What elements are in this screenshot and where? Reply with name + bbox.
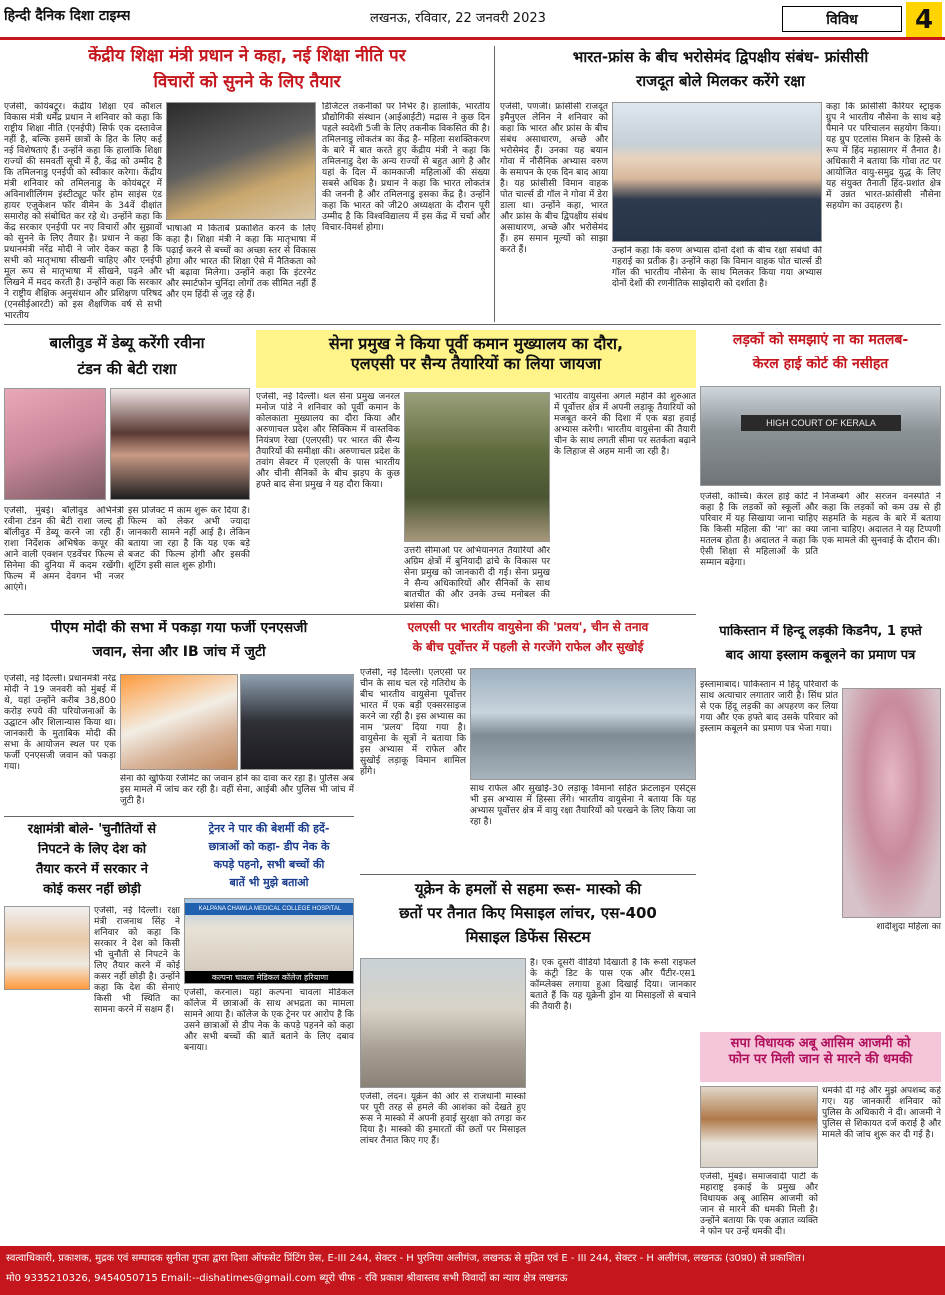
headline-france-1: भारत-फ्रांस के बीच भरोसेमंद द्विपक्षीय संबंध- फ्रांसीसी: [572, 48, 869, 66]
headline-rajnath-1: रक्षामंत्री बोले- 'चुनौतियों से: [27, 822, 157, 837]
headline-france-2: राजदूत बोले मिलकर करेंगे रक्षा: [636, 72, 805, 90]
section-divider: [360, 874, 696, 875]
article-body: साथ राफेल और सुखोई-30 लड़ाकू विमानों सहित फ्रंटलाइन एसेट्स भी इस अभ्यास में हिस्सा लेंगे। भारतीय वायुसेना ने बताया कि यह अभ्यास पूर्वोत्तर क्षेत्र में वायु रक्षा तैयारियों को परखने के लिए किया जा रहा है।: [470, 784, 696, 827]
headline-army-2: एलएसी पर सैन्य तैयारियों का लिया जायजा: [350, 354, 602, 373]
headline-raasha-1: बालीवुड में डेब्यू करेंगी रवीना: [49, 334, 205, 352]
headline-rajnath-2: निपटने के लिए देश को: [37, 842, 147, 857]
high-court-photo: [700, 386, 941, 486]
headline-army-1: सेना प्रमुख ने किया पूर्वी कमान मुख्यालय का दौरा,: [328, 334, 624, 353]
college-sign: KALPANA CHAWLA MEDICAL COLLEGE HOSPITAL: [185, 903, 354, 915]
article-raasha: [4, 330, 250, 612]
article-body: भाषाओं में किताबें प्रकाशित करने के लिए कहा है। शिक्षा मंत्री ने कहा कि मातृभाषा में पढ़ाई करने से बच्चों का अच्छा स्तर से विकास होगा और भारत की शिक्षा ऐसे में नैतिकता को भी बढ़ावा मिलेगा। उन्होंने कहा कि इंटरनेट और स्मार्टफोन चुनिंदा लोगों तक सीमित नहीं हैं और एम हिंदी से जुड़ रहे हैं।: [166, 224, 316, 300]
newspaper-name: हिन्दी दैनिक दिशा टाइम्स: [4, 8, 131, 24]
article-kerala: [700, 330, 941, 612]
article-body: एजेंसी, नई दिल्ली। थल सेना प्रमुख जनरल मनोज पांडे ने शनिवार को पूर्वी कमान के कोलकाता मुख्यालय का दौरा किया और अरुणाचल प्रदेश और सिक्किम में वास्तविक नियंत्रण रेखा (एलएसी) पर भारत की सैन्य तैयारियों की समीक्षा की। अरुणाचल प्रदेश के तवांग सेक्टर में एलएसी के पास भारतीय और चीनी सैनिकों के बीच झड़प के कुछ हफ्ते बाद सेना प्रमुख ने यह दौरा किया।: [256, 392, 400, 490]
headline-azmi-1: सपा विधायक अबू आसिम आजमी को: [730, 1036, 911, 1051]
section-divider: [4, 614, 696, 615]
headline-nsg-1: पीएम मोदी की सभा में पकड़ा गया फर्जी एनएसजी: [50, 620, 308, 636]
article-body: एजेंसी, कोच्चि। केरल हाई कोर्ट ने कहा है कि लड़कों को स्कूलों और परिवार में यह सिखाया जाना चाहिए कि किसी महिला की 'ना' का क्या मतलब होता है। अदालत ने कहा कि ऐसी शिक्षा से महिलाओं के प्रति सम्मान बढ़ेगा।: [700, 492, 818, 568]
article-rajnath: [4, 820, 180, 1242]
actress-photo-1: [4, 388, 106, 500]
column-divider: [494, 46, 495, 322]
article-body: इस प्रोजेक्ट में काम शुरू कर दिया है। फिल्म को लेकर अभी ज्यादा जानकारी सामने नहीं आई है। लेकिन बताया जा रहा है कि यह एक बड़े बजट की फिल्म होगी और इसकी शूटिंग इसी साल शुरू होगी।: [128, 506, 250, 571]
article-body: एजेंसी, पणजी। फ्रांसीसी राजदूत इमैनुएल लेनिन ने शनिवार को कहा कि भारत और फ्रांस के बीच संबंध असाधारण, अच्छे और भरोसेमंद हैं। उनका यह बयान गोवा में नौसैनिक अभ्यास वरुण के समापन के एक दिन बाद आया है। यह फ्रांसीसी विमान वाहक पोत चार्ल्स डी गॉल ने गोवा में डेरा डाला था। उन्होंने कहा, भारत और फ्रांस के बीच द्विपक्षीय संबंध असाधारण, अच्छे और भरोसेमंद हैं। हम समान मूल्यों को साझा करते हैं।: [500, 102, 608, 255]
article-body: है। एक दूसरी वीडियो दिखाती है कि रूसी राइफलें के कंट्री डिट के पास एक और पैंटीर-एस1 कॉम्प्लेक्स लगाया हुआ दिखाई दिया। जानकार बताते हैं कि यह यूक्रेनी ड्रोन या मिसाइलों से बचाने की तैयारी है।: [530, 958, 696, 1012]
article-russia: [360, 878, 696, 1242]
article-body: एजेंसी, नई दिल्ली। एलएसी पर चीन के साथ चल रहे गतिरोध के बीच भारतीय वायुसेना पूर्वोत्तर भारत में एक बड़ी एक्सरसाइज करने जा रही है। इस अभ्यास का नाम 'प्रलय' दिया गया है। वायुसेना के सूत्रों ने बताया कि इस अभ्यास में राफेल और सुखोई लड़ाकू विमान शामिल होंगे।: [360, 668, 466, 777]
article-body: निजम्बर्ग और सरजन वनस्पति ने कहा कि लड़कों को कम उम्र से ही सहमति के महत्व के बारे में बताया जाना चाहिए। अदालत ने यह टिप्पणी एक मामले की सुनवाई के दौरान की।: [822, 492, 941, 546]
article-train: [184, 820, 354, 1242]
azmi-photo: [700, 1086, 818, 1168]
headline-russia-2: छतों पर तैनात किए मिसाइल लांचर, एस-400: [399, 904, 657, 922]
headline-rajnath-4: कोई कसर नहीं छोड़ी: [43, 882, 141, 897]
woman-photo: [842, 688, 941, 918]
headline-train-3: कपड़े पहनो, सभी बच्चों की: [213, 858, 325, 871]
headline-russia-3: मिसाइल डिफेंस सिस्टम: [465, 928, 591, 946]
article-body: एजेंसी, लंदन। यूक्रेन की ओर से राजधानी मास्को पर पूरी तरह से हमले की आशंका को देखते हुए रूस ने मास्को में अपनी हवाई सुरक्षा को तगड़ा कर दिया है। मास्को की इमारतों की छतों पर मिसाइल लांचर तैनात किए गए हैं।: [360, 1092, 526, 1146]
contact-line: मो0 9335210326, 9454050715 Email:--dishatimes@gmail.com ब्यूरो चीफ - रवि प्रकाश श्रीवास्तव सभी विवादों का न्याय क्षेत्र लखनऊ: [6, 1273, 568, 1284]
army-chief-photo: [404, 392, 550, 542]
article-body: सेना की खुफिया रेजीमेंट का जवान होने का दावा कर रहा है। पुलिस अब इस मामले में जांच कर रही है। वहीं सेना, आईबी और पुलिस भी जांच में जुटी है।: [120, 774, 354, 806]
college-photo: [184, 898, 354, 984]
rajnath-photo: [4, 906, 90, 990]
headline-army: [256, 330, 696, 388]
photo-caption: शादीशुदा महिला का: [876, 922, 941, 932]
article-france: [500, 46, 941, 322]
headline-train-4: बातें भी मुझे बताओ: [229, 876, 309, 889]
headline-raasha-2: टंडन की बेटी राशा: [77, 360, 177, 378]
headline-pakistan-2: बाद आया इस्लाम कबूलने का प्रमाण पत्र: [725, 648, 916, 663]
article-fake-nsg: [4, 618, 354, 814]
article-body: एजेंसी, कोयंबटूर। केंद्रीय शिक्षा एवं कौशल विकास मंत्री धर्मेंद्र प्रधान ने शनिवार को कहा कि राष्ट्रीय शिक्षा नीति (एनईपी) सिर्फ एक दस्तावेज नहीं है, बल्कि इसमें छात्रों के हित के लिए कई नई विशेषताएं हैं। उन्होंने कहा कि हालांकि शिक्षा राज्यों की समवर्ती सूची में है, केंद्र को उम्मीद है कि तमिलनाडु एनईपी को स्वीकार करेगा। केंद्रीय मंत्री शनिवार को तमिलनाडु के कोयंबटूर में अविनाशीलिंगम इंस्टीट्यूट फॉर होम साइंस एंड हायर एजुकेशन फॉर वीमेन के 34वें दीक्षांत समारोह को संबोधित कर रहे थे। उन्होंने कहा कि केंद्र सरकार एनईपी पर नए विचारों और सुझावों को सुनने के लिए तैयार है। प्रधान ने कहा कि प्रधानमंत्री नरेंद्र मोदी ने जोर देकर कहा है कि सभी को मातृभाषा सीखनी चाहिए और एनईपी मूल रूप से मातृभाषा में सीखने, पढ़ने और लिखने में मदद करती है। उन्होंने कहा कि सरकार ने राष्ट्रीय शैक्षिक अनुसंधान और प्रशिक्षण परिषद (एनसीईआरटी) को इस शैक्षणिक वर्ष से सभी भारतीय: [4, 102, 162, 320]
article-body: कहा कि फ्रांसीसी कैरियर स्ट्राइक ग्रुप ने भारतीय नौसेना के साथ बड़े पैमाने पर परिचालन सहयोग किया। यह ग्रुप एटलांस मिशन के हिस्से के रूप में हिंद महासागर में तैनात है। अधिकारी ने बताया कि गोवा तट पर आयोजित वायु-समुद्र युद्ध के लिए यह संयुक्त तैनाती हिंद-प्रशांत क्षेत्र में उन्नत भारत-फ्रांसीसी नौसेना सहयोग का उदाहरण है।: [826, 102, 941, 211]
article-body: एजेंसी, करनाल। यहां कल्पना चावला मेडिकल कॉलेज में छात्राओं के साथ अभद्रता का मामला सामने आया है। कॉलेज के एक ट्रेनर पर आरोप है कि उसने छात्राओं से डीप नेक के कपड़े पहनने को कहा और सभी बच्चों की बातें बताने के लिए दबाव बनाया।: [184, 988, 354, 1053]
actress-photo-2: [110, 388, 250, 500]
article-body: एजेंसी, नई दिल्ली। रक्षा मंत्री राजनाथ सिंह ने शनिवार को कहा कि सरकार ने देश को किसी भी चुनौती से निपटने के लिए तैयार करने में कोई कसर नहीं छोड़ी है। उन्होंने कहा कि देश की सेनाएं किसी भी स्थिति का सामना करने में सक्षम हैं।: [94, 906, 180, 1015]
article-pradhan: [4, 46, 490, 322]
headline-pradhan-2: विचारों को सुनने के लिए तैयार: [153, 72, 341, 92]
article-army: [256, 330, 696, 612]
article-body: डिजिटल तकनीकों पर निर्भर है। हालांकि, भारतीय प्रौद्योगिकी संस्थान (आईआईटी) मद्रास ने कुछ दिन पहले स्वदेशी 5जी के लिए तकनीक विकसित की है। तमिलनाडु लोकतंत्र का केंद्र है- महिला सशक्तिकरण के बारे में बात करते हुए केंद्रीय मंत्री ने कहा कि तमिलनाडु देश के अन्य राज्यों से बहुत आगे है और यहां के दिल में कामकाजी महिलाओं की संख्या सबसे अधिक है। प्रधान ने कहा कि भारत लोकतंत्र की जननी है और तमिलनाडु इसका केंद्र है। उन्होंने कहा कि भारत को जी20 अध्यक्षता के दौरान पूरी उम्मीद है कि विश्वविद्यालय में इस केंद्र में चर्चा और विचार-विमर्श होगा।: [322, 102, 490, 233]
headline-azmi: [700, 1032, 941, 1082]
headline-rafale-2: के बीच पूर्वोत्तर में पहली से गरजेंगे राफेल और सुखोई: [412, 640, 644, 654]
article-azmi: [700, 1032, 941, 1242]
imprint-line: स्वत्वाधिकारी, प्रकाशक, मुद्रक एवं सम्पादक सुनीता गुप्ता द्वारा दिशा ऑफसेट प्रिंटिंग प्रेस, E-III 244, सेक्टर - H पुरनिया अलीगंज, लखनऊ से मुद्रित एवं E - III 244, सेक्टर - H अलीगंज, लखनऊ (उ0प्र0) से प्रकाशित।: [6, 1253, 805, 1264]
article-body: इस्लामाबाद। पाकिस्तान में हिंदू परिवारों के साथ अत्याचार लगातार जारी है। सिंध प्रांत से एक हिंदू लड़की का अपहरण कर लिया गया और एक हफ्ते बाद उसके परिवार को इस्लाम कबूलने का प्रमाण पत्र भेजा गया।: [700, 680, 838, 734]
college-caption: कल्पना चावला मेडिकल कॉलेज हरियाणा: [185, 971, 354, 984]
article-body: भारतीय वायुसेना अगले महीने की शुरुआत में पूर्वोत्तर क्षेत्र में अपनी लड़ाकू तैयारियों को मजबूत करने की दिशा में एक बड़ा हवाई अभ्यास करेगी। भारतीय वायुसेना की तैयारी चीन के साथ लगती सीमा पर सतर्कता बढ़ाने के लिहाज से अहम मानी जा रही है।: [554, 392, 696, 457]
modi-photo: [120, 674, 238, 770]
article-body: धमकी दी गई और मुझे अपशब्द कहे गए। यह जानकारी शनिवार को पुलिस के अधिकारी ने दी। आजमी ने पुलिस से शिकायत दर्ज कराई है और मामले की जांच शुरू कर दी गई है।: [822, 1086, 941, 1140]
headline-train-1: ट्रेनर ने पार की बेशर्मी की हदें-: [208, 822, 330, 835]
headline-train-2: छात्राओं को कहा- डीप नेक के: [208, 840, 330, 853]
masthead: [0, 0, 945, 40]
headline-pradhan-1: केंद्रीय शिक्षा मंत्री प्रधान ने कहा, नई शिक्षा नीति पर: [88, 46, 406, 66]
headline-kerala-1: लड़कों को समझाएं ना का मतलब-: [732, 332, 909, 348]
article-body: एजेंसी, मुंबई। बॉलीवुड अभिनेत्री रवीना टंडन की बेटी राशा जल्द ही बॉलीवुड में डेब्यू करने जा रही हैं। राशा निर्देशक अभिषेक कपूर की आने वाली एक्शन एडवेंचर फिल्म से सिनेमा की दुनिया में कदम रखेंगी। फिल्म में अमन देवगन भी नजर आएंगे।: [4, 506, 124, 593]
section-label: विविध: [782, 6, 902, 32]
section-divider: [4, 324, 941, 325]
high-court-sign: HIGH COURT OF KERALA: [741, 415, 901, 431]
ambassador-photo: [612, 102, 822, 242]
date-line: लखनऊ, रविवार, 22 जनवरी 2023: [370, 11, 546, 26]
headline-rajnath-3: तैयार करने में सरकार ने: [35, 862, 148, 877]
headline-pakistan-1: पाकिस्तान में हिन्दू लड़की किडनैप, 1 हफ्ते: [719, 624, 922, 639]
headline-kerala-2: केरल हाई कोर्ट की नसीहत: [752, 356, 889, 372]
section-divider: [4, 816, 354, 817]
article-body: उन्होंने कहा कि वरुण अभ्यास दोनों देशों के बीच रक्षा संबंधों की गहराई का प्रतीक है। उन्होंने कहा कि विमान वाहक पोत चार्ल्स डी गॉल की भारतीय नौसेना के साथ मिलकर किया गया अभ्यास दोनों देशों की रणनीतिक साझेदारी को दर्शाता है।: [612, 246, 822, 289]
missile-launcher-photo: [360, 958, 526, 1088]
headline-nsg-2: जवान, सेना और IB जांच में जुटी: [92, 644, 266, 660]
article-body: एजेंसी, नई दिल्ली। प्रधानमंत्री नरेंद्र मोदी ने 19 जनवरी को मुंबई में थे, यहां उन्होंने करीब 38,800 करोड़ रुपये की परियोजनाओं के उद्घाटन और शिलान्यास किया था। जानकारी के मुताबिक मोदी की सभा के आयोजन स्थल पर एक फर्जी एनएसजी जवान को पकड़ा गया।: [4, 674, 116, 772]
page-number: 4: [906, 2, 942, 38]
headline-rafale-1: एलएसी पर भारतीय वायुसेना की 'प्रलय', चीन से तनाव: [407, 620, 649, 634]
headline-azmi-2: फोन पर मिली जान से मारने की धमकी: [728, 1052, 913, 1068]
headline-russia-1: यूक्रेन के हमलों से सहमा रूस- मास्को की: [414, 880, 642, 898]
article-body: उत्तरी सीमाओं पर अभियानगत तैयारियों और अग्रिम क्षेत्रों में बुनियादी ढांचे के विकास पर सेना प्रमुख को जानकारी दी गई। सेना प्रमुख ने सैन्य अधिकारियों और सैनिकों के साथ बातचीत की और उनके उच्च मनोबल की प्रशंसा की।: [404, 546, 550, 611]
fighter-jet-photo: [470, 668, 696, 780]
minister-photo: [166, 102, 316, 220]
imprint-footer: [0, 1246, 945, 1295]
article-rafale: [360, 618, 696, 872]
article-pakistan: [700, 620, 941, 1030]
nsg-guard-photo: [240, 674, 354, 770]
article-body: एजेंसी, मुंबई। समाजवादी पार्टी के महाराष्ट्र इकाई के प्रमुख और विधायक अबू आसिम आजमी को जान से मारने की धमकी मिली है। उन्होंने बताया कि एक अज्ञात व्यक्ति ने फोन पर उन्हें धमकी दी।: [700, 1172, 818, 1237]
